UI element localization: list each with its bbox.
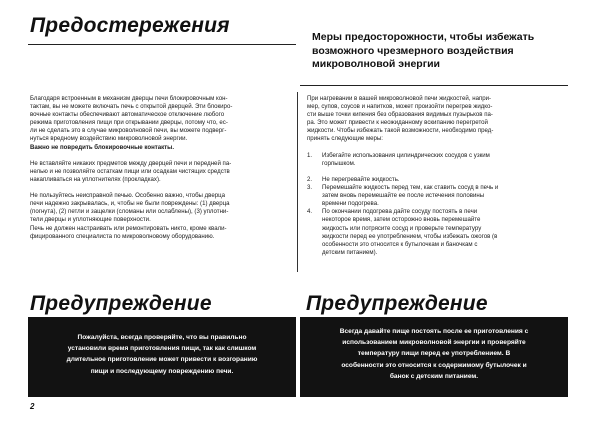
warning-line: Всегда давайте пище постоять после ее приготовления с (339, 328, 529, 335)
title-rule (28, 44, 296, 45)
text-line: По окончании подогрева дайте сосуду постоять в печи (322, 208, 478, 216)
text-line: сти выше точки кипения без образования видимых пузырьков па- (307, 111, 493, 119)
warning-line: пищи и последующему повреждению печи. (90, 367, 234, 375)
text-line: ли не сделать это в случае микроволновой печи, вы можете подверг- (30, 127, 227, 135)
text-line: нелью и не позволяйте остаткам пищи или осадкам чистящих средств (30, 167, 230, 175)
text-line: мер, супов, соусов и напитков, может произойти перегрев жидко- (307, 103, 493, 111)
text-line: Печь не должен настраивать или ремонтировать никто, кроме квали- (30, 224, 227, 232)
page-number: 2 (30, 402, 35, 411)
text-line: Избегайте использования цилиндрических сосудов с узким (322, 151, 490, 159)
superheat-intro (307, 95, 498, 144)
text-line: вочные контакты обеспечивают автоматическое отключение любого (30, 111, 225, 119)
text-line: некоторое время, затем осторожно вновь перемешайте (322, 216, 481, 224)
subtitle-line: Меры предосторожности, чтобы избежать (312, 31, 535, 43)
list-number: 4. (307, 208, 313, 216)
text-line: жидкости. Чтобы избежать такой возможности, необходимо пред- (307, 127, 494, 135)
text-line: жидкости перед ее употреблением, чтобы избежать ожогов (в (322, 232, 498, 240)
warning-line: установили время приготовления пищи, так как слишком (67, 345, 257, 353)
text-line: Не вставляйте никаких предметов между дверцей печи и передней па- (30, 159, 232, 167)
seal-paragraph (30, 160, 232, 184)
warning-line: особенности это относится к содержимому бутылочек и (341, 361, 527, 369)
warning-title-right: Предупреждение (306, 292, 488, 315)
column-divider (297, 92, 298, 272)
text-line: тактам, вы не можете включать печь с открытой дверцей. Эти блокиро- (30, 103, 233, 111)
text-line: жидкость или потрясите сосуд и проверьте температуру (322, 224, 482, 232)
text-line: (погнута), (2) петли и защелки (сломаны или ослаблены), (3) уплотни- (30, 208, 229, 216)
text-line: ра. Это может привести к неожиданному вскипанию перегретой (307, 119, 488, 127)
text-line: Не перегревайте жидкость. (322, 175, 400, 183)
text-line: затем вновь перемешайте ее после истечения половины (322, 192, 485, 200)
subtitle-line: возможного чрезмерного воздействия (312, 44, 514, 57)
warning-line: банок с детским питанием. (389, 372, 479, 380)
text-line: времени подогрева. (322, 200, 379, 208)
list-number: 1. (307, 151, 313, 159)
text-line: накапливаться на уплотнителях (прокладках). (30, 175, 161, 183)
text-line: фицированного специалиста по микроволновому оборудованию. (30, 232, 215, 240)
interlock-paragraph (30, 95, 232, 152)
text-line: горлышком. (322, 159, 356, 167)
warning-box-left (28, 317, 296, 397)
page-title: Предостережения (30, 14, 230, 37)
text-line: печи надежно закрывалась, и, чтобы не были повреждены: (1) дверца (30, 200, 230, 208)
text-line: Не пользуйтесь неисправной печью. Особенно важно, чтобы дверца (30, 192, 226, 200)
left-column (30, 95, 232, 249)
list-item (307, 152, 498, 168)
subtitle-line: микроволновой энергии (312, 58, 440, 70)
text-line: Благодаря встроенным в механизм дверцы печи блокировочным кон- (30, 95, 228, 102)
text-line: тели дверцы и уплотняющие поверхности. (30, 216, 151, 224)
list-item (307, 208, 498, 257)
warning-line: Пожалуйста, всегда проверяйте, что вы правильно (77, 334, 247, 341)
list-item (307, 176, 498, 184)
text-line: принять следующие меры: (307, 135, 383, 143)
list-number: 3. (307, 184, 313, 192)
section-subtitle (312, 31, 534, 72)
subtitle-rule (300, 85, 568, 86)
warning-box-right (300, 317, 568, 397)
interlock-emphasis: Важно не повредить блокировочные контакты. (30, 143, 175, 151)
list-item (307, 184, 498, 208)
faulty-oven-paragraph (30, 192, 232, 241)
text-line: детским питанием). (322, 248, 378, 256)
text-line: Перемешайте жидкость перед тем, как ставить сосуд в печь и (322, 184, 499, 192)
right-column (307, 95, 498, 257)
text-line: При нагревании в вашей микроволновой печи жидкостей, напри- (307, 95, 492, 102)
text-line: режима приготовления пищи при открывании дверцы, потому что, ес- (30, 119, 228, 127)
list-number: 2. (307, 175, 313, 183)
text-line: особенности это относится к бутылочкам и баночкам с (322, 240, 478, 248)
warning-line: длительное приготовление может привести к возгоранию (66, 356, 258, 364)
precaution-list (307, 152, 498, 257)
warning-line: использованием микроволновой энергии и проверяйте (342, 339, 526, 347)
warning-line: температуру пищи перед ее употреблением. В (357, 350, 511, 358)
text-line: нуться вредному воздействию микроволновой энергии. (30, 135, 188, 143)
warning-title-left: Предупреждение (30, 292, 212, 315)
